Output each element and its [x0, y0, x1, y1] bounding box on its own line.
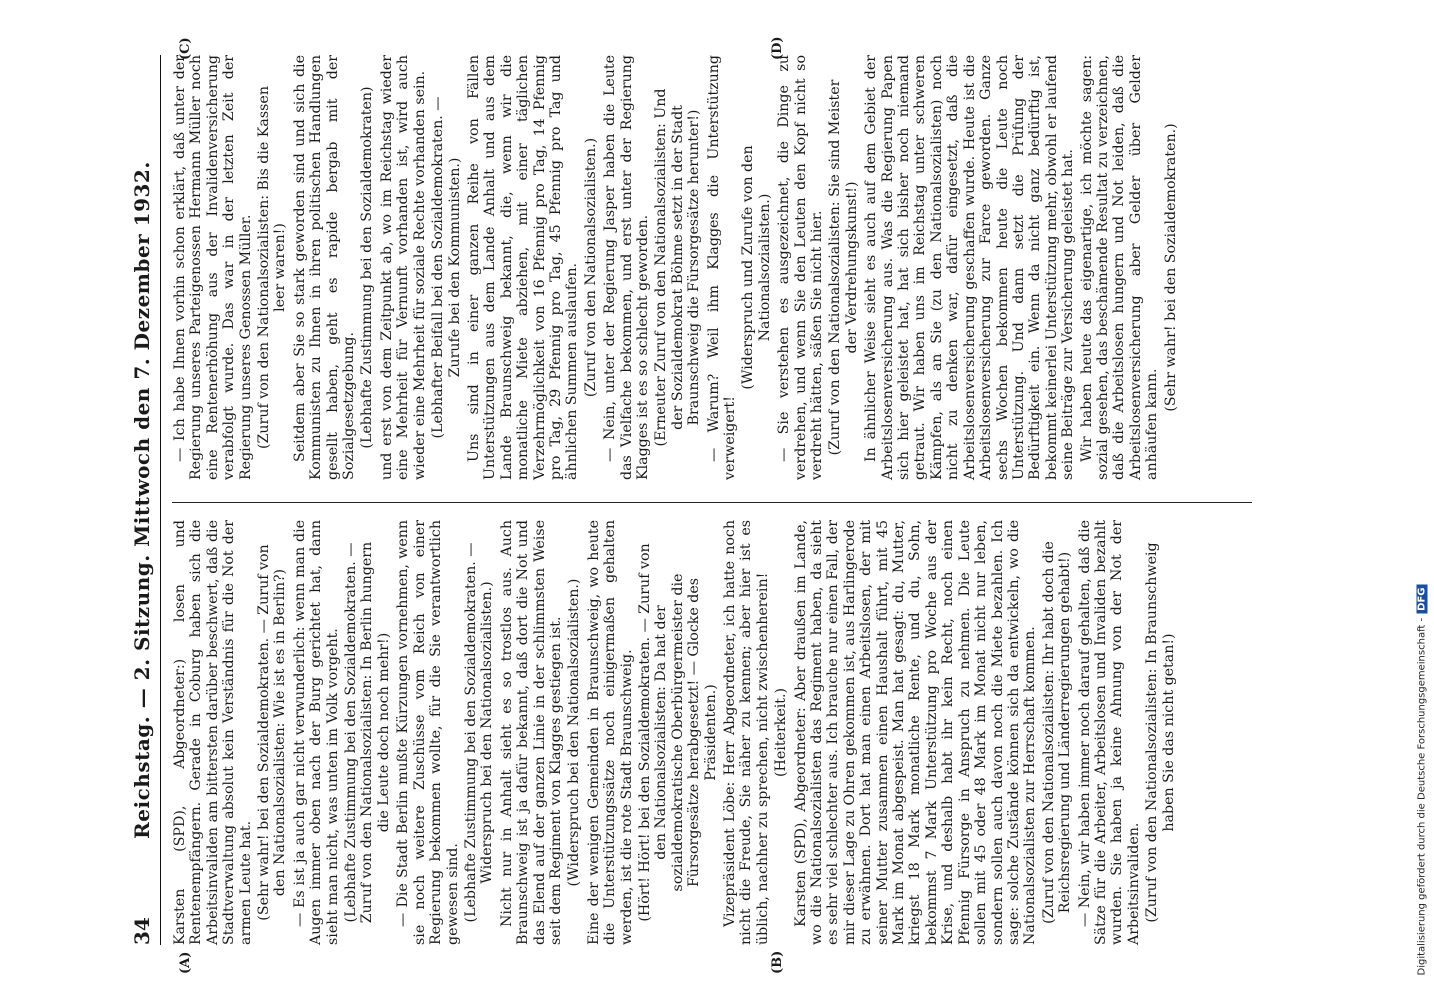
paragraph: In ähnlicher Weise sieht es auch auf dem Gebiet der Arbeitslosenversicherung aus. Was die Regierung Papen sich hier geleistet hat, hat sich bisher noch niemand getraut. Wir haben uns im Reichstag unter schweren Kämpfen, als an Sie (zu den Nationalsozialisten) noch nicht zu denken war, dafür eingesetzt, daß die Arbeitslosenversicherung geschaffen wurde. Heute ist die Arbeitslosenversicherung zur Farce geworden. Ganze sechs Wochen bekommen heute die Leute noch Unterstützung. Und dann setzt die Prüfung der Bedürftigkeit ein. Wenn da nicht ganz bedürftig ist, bekommt keinerlei Unterstützung mehr, obwohl er laufend seine Beiträge zur Versicherung geleistet hat.	[863, 55, 1077, 480]
rotated-page	[50, 0, 1350, 1000]
interjection: (Widerspruch bei den Nationalsozialisten.)	[566, 578, 583, 887]
right-column	[172, 55, 1182, 480]
interjection: (Zuruf von den Nationalsozialisten.)	[582, 137, 599, 398]
paragraph: Eine der wenigen Gemeinden in Braunschweig, wo heute die Unterstützungssätze noch einigermaßen gehalten werden, ist die rote Stadt Braunschweig.	[585, 520, 635, 945]
interjection: (Sehr wahr! bei den Sozialdemokraten.)	[1162, 123, 1179, 412]
column-divider	[172, 502, 1252, 503]
interjection: (Sehr wahr! bei den Sozialdemokraten. — Zuruf von den Nationalsozialisten: Wie ist es in Berlin?)	[256, 544, 289, 921]
running-title: Reichstag. — 2. Sitzung. Mittwoch den 7. Dezember 1932.	[130, 161, 154, 839]
interjection: (Lebhafte Zustimmung bei den Sozialdemokraten. — Zuruf von den Nationalsozialisten: In Berlin hungern die Leute doch noch mehr!)	[343, 541, 392, 924]
interjection: (Widerspruch und Zurufe von den Nationalsozialisten.)	[740, 145, 773, 390]
left-column	[172, 520, 1180, 945]
paragraph: Uns sind in einer ganzen Reihe von Fällen Unterstützungen aus dem Lande Anhalt und aus dem Lande Braunschweig bekannt, die, wenn wir die monatliche Miete abziehen, mit einer täglichen Verzehrmöglichkeit von 16 Pfennig pro Tag, 14 Pfennig pro Tag, 29 Pfennig pro Tag, 45 Pfennig pro Tag und ähnlichen Summen auslaufen.	[465, 55, 581, 480]
paragraph: — Nein, unter der Regierung Jasper haben die Leute das Vielfache bekommen, und erst unter der Regierung Klagges ist es so schlecht geworden.	[602, 55, 651, 480]
interjection: (Lebhafte Zustimmung bei den Sozialdemokraten. — Widerspruch bei den Nationalsozialisten.)	[462, 542, 496, 923]
page-number: 34	[130, 917, 154, 945]
paragraph: — Warum? Weil ihm Klagges die Unterstützung verweigert!	[705, 55, 738, 480]
paragraph: — Nein, wir haben immer noch darauf gehalten, daß die Sätze für die Arbeiter, Arbeitslosen und Invaliden bezahlt wurden. Sie haben ja keine Ahnung von der Not der Arbeitsinvaliden.	[1076, 520, 1142, 945]
paragraph: Karsten (SPD), Abgeordneter: Aber draußen im Lande, wo die Nationalsozialisten das Regiment haben, da sieht es sehr viel schlechter aus. Ich brauche nur einen Fall, der mir dieser Lage zu Ohren gekommen ist, aus Harlingerode zu erwähnen. Dort hat man einen Arbeitslosen, der mit seiner Mutter zusammen einen Haushalt führt, mit 45 Mark im Monat abgespeist. Man hat gesagt: du, Mutter, kriegst 18 Mark monatliche Rente, und du, Sohn, bekommst 7 Mark Unterstützung pro Woche aus der Krise, und deshalb habt ihr kein Recht, noch einen Pfennig Fürsorge in Anspruch zu nehmen. Die Leute sollen mit 45 oder 48 Mark im Monat nicht nur leben, sondern sollen auch davon noch die Miete bezahlen. Ich sage: solche Zustände können sich da entwickeln, wo die Nationalsozialisten zur Herrschaft kommen.	[792, 520, 1039, 945]
paragraph: Nicht nur in Anhalt sieht es so trostlos aus. Auch Braunschweig ist ja dafür bekannt, daß dort die Not und das Elend auf der ganzen Linie in der schlimmsten Weise seit dem Regiment von Klagges gestiegen ist.	[498, 520, 564, 945]
interjection: (Zuruf von den Nationalsozialisten: In Braunschweig haben Sie das nicht getan!)	[1144, 542, 1177, 923]
paragraph: — Ich habe Ihnen vorhin schon erklärt, daß unter der Regierung unseres Parteigenossen Hermann Müller noch eine Rentenerhöhung aus der Invalidenversicherung verabfolgt wurde. Das war in der letzten Zeit der Regierung unseres Genossen Müller.	[172, 55, 254, 480]
paragraph: und erst von dem Zeitpunkt ab, wo im Reichstag wieder eine Mehrheit für Vernunft vorhanden ist, wird auch wieder eine Mehrheit für soziale Rechte vorhanden sein.	[378, 55, 428, 480]
paragraph: — Es ist ja auch gar nicht verwunderlich: wenn man die Augen immer oben nach der Burg gerichtet hat, dann sieht man nicht, was unten im Volk vorgeht.	[291, 520, 341, 945]
interjection: (Zuruf von den Nationalsozialisten: Ihr habt doch die Reichsregierung und Länderregierungen gehabt!)	[1040, 541, 1074, 924]
paragraph: Wir haben heute das eigenartige, ich möchte sagen: sozial gesehen, das beschämende Resultat zu verzeichnen, daß die Arbeitslosen hungern und Not leiden, daß die Arbeitslosenversicherung aber Gelder über Gelder anhäufen kann.	[1078, 55, 1161, 480]
credit-text: Digitalisierung gefördert durch die Deutsche Forschungsgemeinschaft -	[1416, 617, 1428, 976]
margin-mark-b: (B)	[770, 950, 785, 974]
running-header	[120, 55, 161, 945]
interjection: (Zuruf von den Nationalsozialisten: Sie sind Meister der Verdrehungskunst!)	[827, 79, 860, 456]
interjection: (Zuruf von den Nationalsozialisten: Bis die Kassen leer waren!)	[256, 86, 289, 449]
interjection: (Lebhafter Beifall bei den Sozialdemokraten. — Zurufe bei den Kommunisten.)	[430, 96, 463, 439]
interjection: (Heiterkeit.)	[773, 688, 790, 777]
paragraph: Seitdem aber Sie so stark geworden sind und sich die Kommunisten zu Ihnen in ihren politischen Handlungen gesellt haben, geht es rapide bergab mit der Sozialgesetzgebung.	[291, 55, 358, 480]
interjection: (Hört! Hört! bei den Sozialdemokraten. — Zuruf von den Nationalsozialisten: Da hat der sozialdemokratische Oberbürgermeister die Fürsorgesätze herabgesetzt! — Glocke des Präsidenten.)	[636, 543, 719, 922]
digitization-credit	[1412, 10, 1432, 990]
paragraph: Karsten (SPD), Abgeordneter:) losen und Rentenempfängern. Gerade in Coburg haben sich die Arbeitsinvaliden am bittersten darüber beschwert, daß die Stadtverwaltung absolut kein Verständnis für die Not der armen Leute hat.	[172, 520, 254, 945]
paragraph: — Sie verstehen es ausgezeichnet, die Dinge zu verdrehen, und wenn Sie den Leuten den Kopf nicht so verdreht hätten, säßen Sie nicht hier.	[776, 55, 826, 480]
margin-mark-a: (A)	[178, 951, 193, 974]
paragraph: — Die Stadt Berlin mußte Kürzungen vornehmen, wenn sie noch weitere Zuschüsse vom Reich von einer Regierung bekommen wollte, für die Sie verantwortlich gewesen sind.	[395, 520, 461, 945]
margin-mark-d: (D)	[770, 36, 785, 60]
dfg-logo: DFG	[1417, 585, 1428, 614]
paragraph: Vizepräsident Löbe: Herr Abgeordneter, ich hatte noch nicht die Freude, Sie näher zu kennen; aber hier ist es üblich, nachher zu sprechen, nicht zwischenherein!	[722, 520, 771, 945]
margin-mark-c: (C)	[178, 37, 193, 60]
interjection: (Lebhafte Zustimmung bei den Sozialdemokraten)	[359, 86, 376, 449]
interjection: (Erneuter Zuruf von den Nationalsozialisten: Und der Sozialdemokrat Böhme setzt in der Stadt Braunschweig die Fürsorgesätze herunter!)	[653, 88, 703, 447]
